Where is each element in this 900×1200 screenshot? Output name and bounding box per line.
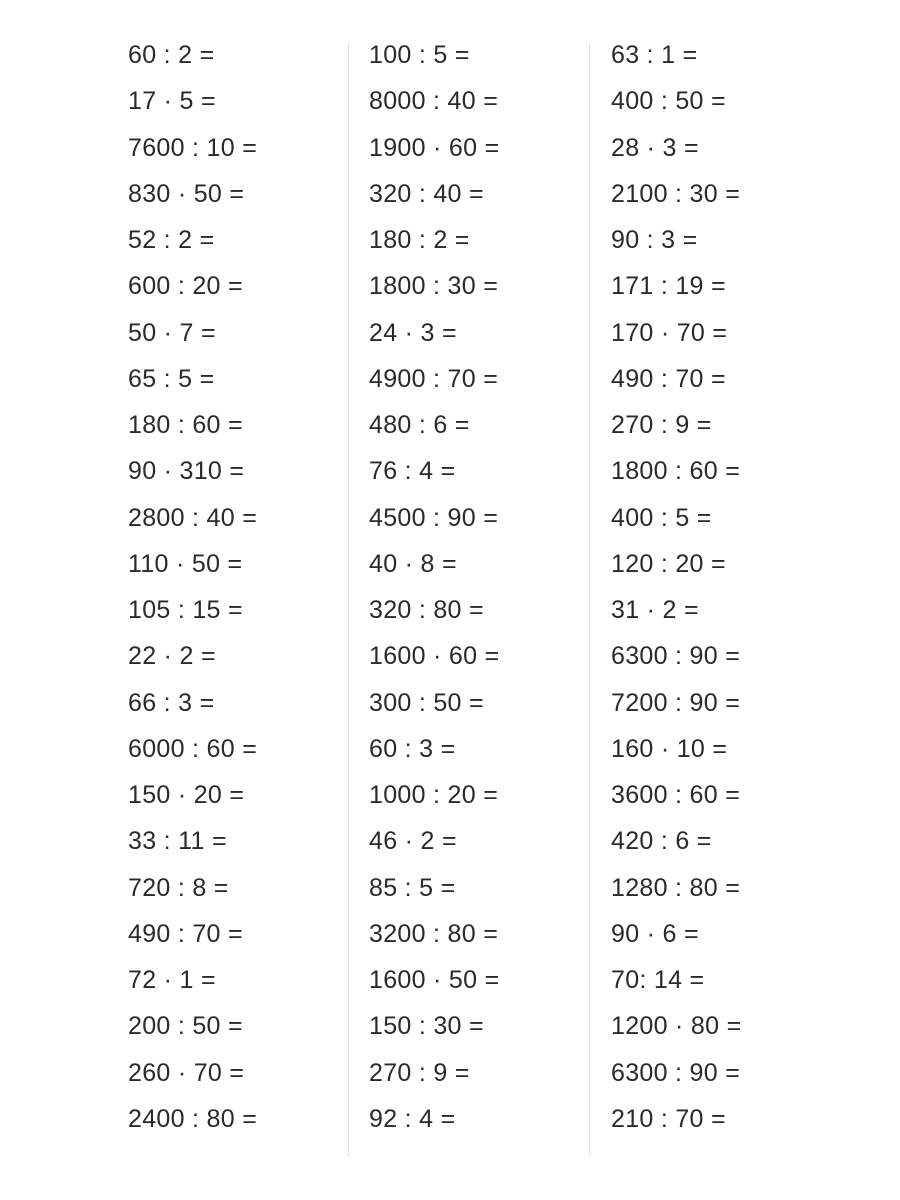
column-divider [589, 44, 590, 1156]
arithmetic-problem: 6300 : 90 = [611, 642, 741, 671]
arithmetic-problem: 4900 : 70 = [369, 364, 499, 393]
arithmetic-problem: 100 : 5 = [369, 41, 470, 69]
arithmetic-problem: 40 · 8 = [369, 549, 457, 578]
arithmetic-problem: 180 : 2 = [369, 226, 470, 254]
arithmetic-problem: 3600 : 60 = [611, 781, 741, 809]
problem-column-1 [128, 32, 257, 1142]
arithmetic-problem: 320 : 80 = [369, 596, 484, 624]
arithmetic-problem: 46 · 2 = [369, 827, 457, 856]
arithmetic-problem: 2800 : 40 = [128, 503, 258, 532]
arithmetic-problem: 200 : 50 = [128, 1012, 243, 1041]
arithmetic-problem: 260 · 70 = [128, 1058, 245, 1087]
arithmetic-problem: 70: 14 = [611, 966, 705, 994]
arithmetic-problem: 28 · 3 = [611, 133, 699, 162]
arithmetic-problem: 830 · 50 = [128, 179, 245, 208]
arithmetic-problem: 170 · 70 = [611, 318, 728, 347]
arithmetic-problem: 320 : 40 = [369, 179, 484, 208]
arithmetic-problem: 270 : 9 = [369, 1058, 470, 1087]
arithmetic-problem: 8000 : 40 = [369, 87, 499, 116]
arithmetic-problem: 50 · 7 = [128, 318, 216, 347]
arithmetic-problem: 600 : 20 = [128, 272, 243, 301]
arithmetic-problem: 90 : 3 = [611, 226, 698, 254]
arithmetic-problem: 171 : 19 = [611, 272, 726, 301]
arithmetic-problem: 7200 : 90 = [611, 688, 741, 717]
arithmetic-problem: 6300 : 90 = [611, 1058, 741, 1087]
arithmetic-problem: 2100 : 30 = [611, 179, 741, 208]
arithmetic-problem: 120 : 20 = [611, 549, 726, 578]
arithmetic-problem: 3200 : 80 = [369, 919, 499, 948]
arithmetic-problem: 1900 · 60 = [369, 133, 500, 162]
arithmetic-problem: 1600 · 50 = [369, 966, 500, 994]
arithmetic-problem: 270 : 9 = [611, 411, 712, 439]
arithmetic-problem: 85 : 5 = [369, 873, 456, 902]
arithmetic-problem: 2400 : 80 = [128, 1104, 258, 1133]
arithmetic-problem: 90 · 310 = [128, 457, 245, 486]
arithmetic-problem: 22 · 2 = [128, 642, 216, 671]
arithmetic-problem: 400 : 5 = [611, 503, 712, 532]
arithmetic-problem: 480 : 6 = [369, 411, 470, 439]
arithmetic-problem: 72 · 1 = [128, 966, 216, 994]
problem-column-2 [369, 32, 500, 1142]
arithmetic-problem: 7600 : 10 = [128, 133, 258, 162]
arithmetic-problem: 1200 · 80 = [611, 1012, 742, 1041]
arithmetic-problem: 6000 : 60 = [128, 734, 258, 763]
arithmetic-problem: 92 : 4 = [369, 1104, 456, 1133]
arithmetic-problem: 33 : 11 = [128, 827, 227, 856]
arithmetic-problem: 24 · 3 = [369, 318, 457, 347]
arithmetic-problem: 300 : 50 = [369, 688, 484, 717]
arithmetic-problem: 1280 : 80 = [611, 873, 741, 902]
arithmetic-problem: 400 : 50 = [611, 87, 726, 116]
arithmetic-problem: 105 : 15 = [128, 596, 243, 624]
arithmetic-problem: 150 : 30 = [369, 1012, 484, 1041]
arithmetic-problem: 180 : 60 = [128, 411, 243, 439]
arithmetic-problem: 1000 : 20 = [369, 781, 499, 809]
arithmetic-problem: 1800 : 30 = [369, 272, 499, 301]
arithmetic-problem: 66 : 3 = [128, 688, 215, 717]
arithmetic-problem: 31 · 2 = [611, 596, 699, 624]
arithmetic-problem: 490 : 70 = [128, 919, 243, 948]
arithmetic-problem: 1800 : 60 = [611, 457, 741, 486]
arithmetic-problem: 160 · 10 = [611, 734, 728, 763]
problem-column-3 [611, 32, 742, 1142]
arithmetic-problem: 76 : 4 = [369, 457, 456, 486]
arithmetic-problem: 4500 : 90 = [369, 503, 499, 532]
arithmetic-problem: 90 · 6 = [611, 919, 699, 948]
arithmetic-problem: 1600 · 60 = [369, 642, 500, 671]
arithmetic-problem: 150 · 20 = [128, 781, 245, 809]
arithmetic-problem: 490 : 70 = [611, 364, 726, 393]
arithmetic-problem: 210 : 70 = [611, 1104, 726, 1133]
arithmetic-problem: 17 · 5 = [128, 87, 216, 116]
arithmetic-problem: 63 : 1 = [611, 41, 698, 69]
arithmetic-problem: 110 · 50 = [128, 549, 243, 578]
arithmetic-problem: 420 : 6 = [611, 827, 712, 856]
column-divider [348, 44, 349, 1156]
arithmetic-problem: 60 : 3 = [369, 734, 456, 763]
arithmetic-problem: 60 : 2 = [128, 41, 215, 69]
arithmetic-problem: 52 : 2 = [128, 226, 215, 254]
arithmetic-problem: 65 : 5 = [128, 364, 215, 393]
arithmetic-problem: 720 : 8 = [128, 873, 229, 902]
